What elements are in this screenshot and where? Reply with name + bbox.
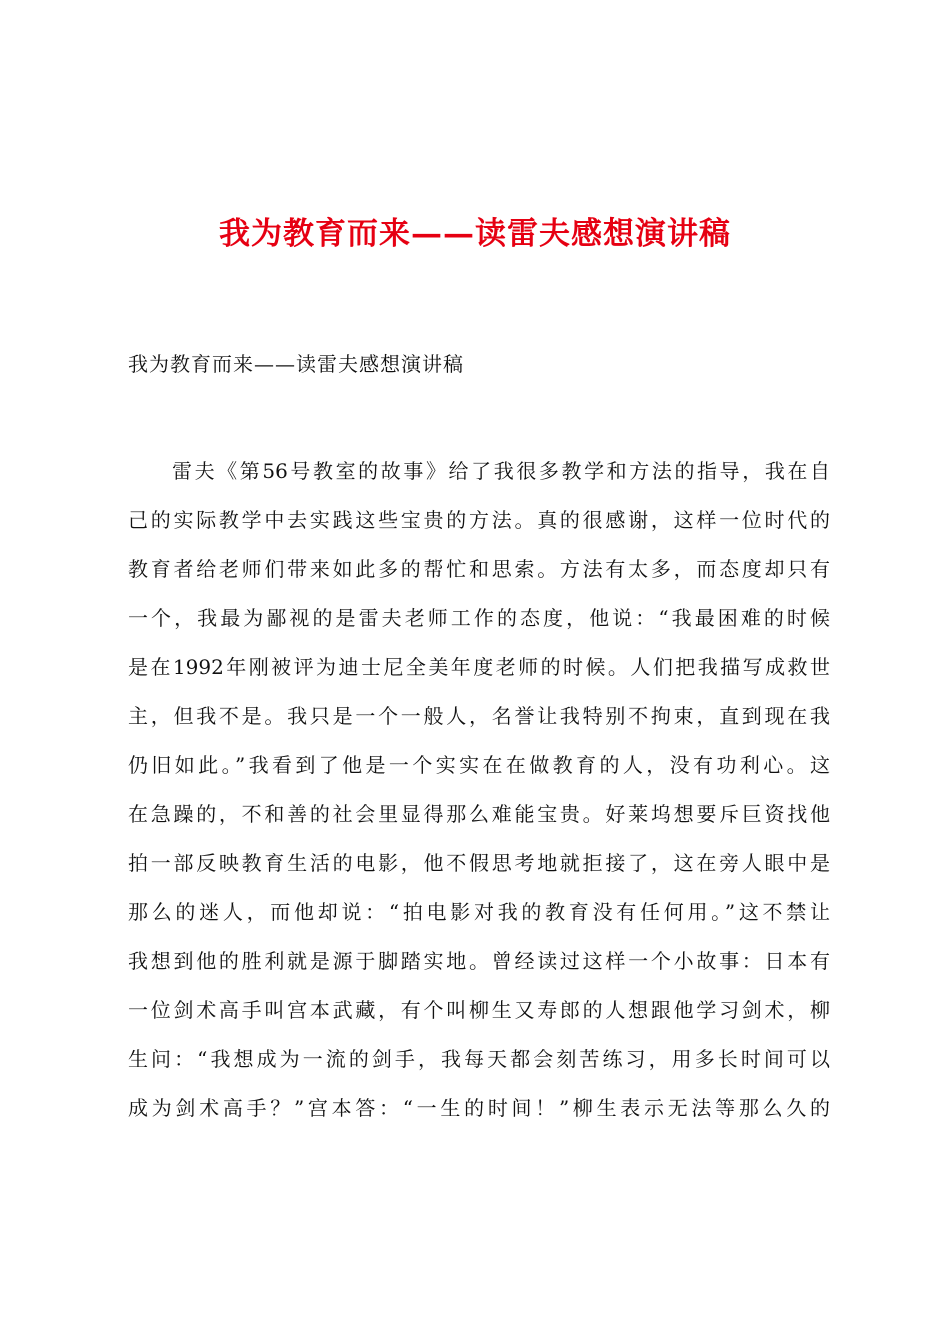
paragraph-line: 主，但我不是。我只是一个一般人，名誉让我特别不拘束，直到现在我 <box>128 704 830 728</box>
paragraph-line: 那么的迷人，而他却说：“拍电影对我的教育没有任何用。”这不禁让 <box>128 900 830 924</box>
paragraph-line: 教育者给老师们带来如此多的帮忙和思索。方法有太多，而态度却只有 <box>128 557 830 581</box>
body-paragraph <box>128 447 830 1133</box>
paragraph-line: 己的实际教学中去实践这些宝贵的方法。真的很感谢，这样一位时代的 <box>128 508 830 532</box>
paragraph-line: 是在1992年刚被评为迪士尼全美年度老师的时候。人们把我描写成救世 <box>128 655 830 679</box>
paragraph-line: 拍一部反映教育生活的电影，他不假思考地就拒接了，这在旁人眼中是 <box>128 851 830 875</box>
paragraph-line: 成为剑术高手？”宫本答：“一生的时间！”柳生表示无法等那么久的 <box>128 1096 830 1120</box>
paragraph-line: 生问：“我想成为一流的剑手，我每天都会刻苦练习，用多长时间可以 <box>128 1047 830 1071</box>
document-title: 我为教育而来——读雷夫感想演讲稿 <box>219 216 731 252</box>
paragraph-line: 仍旧如此。”我看到了他是一个实实在在做教育的人，没有功利心。这 <box>128 753 830 777</box>
paragraph-line: 在急躁的，不和善的社会里显得那么难能宝贵。好莱坞想要斥巨资找他 <box>128 802 830 826</box>
paragraph-line: 雷夫《第56号教室的故事》给了我很多教学和方法的指导，我在自 <box>172 459 830 483</box>
document-subtitle: 我为教育而来——读雷夫感想演讲稿 <box>128 352 464 376</box>
paragraph-line: 一位剑术高手叫宫本武藏，有个叫柳生又寿郎的人想跟他学习剑术，柳 <box>128 998 830 1022</box>
paragraph-line: 我想到他的胜利就是源于脚踏实地。曾经读过这样一个小故事：日本有 <box>128 949 830 973</box>
paragraph-line: 一个，我最为鄙视的是雷夫老师工作的态度，他说：“我最困难的时候 <box>128 606 830 630</box>
